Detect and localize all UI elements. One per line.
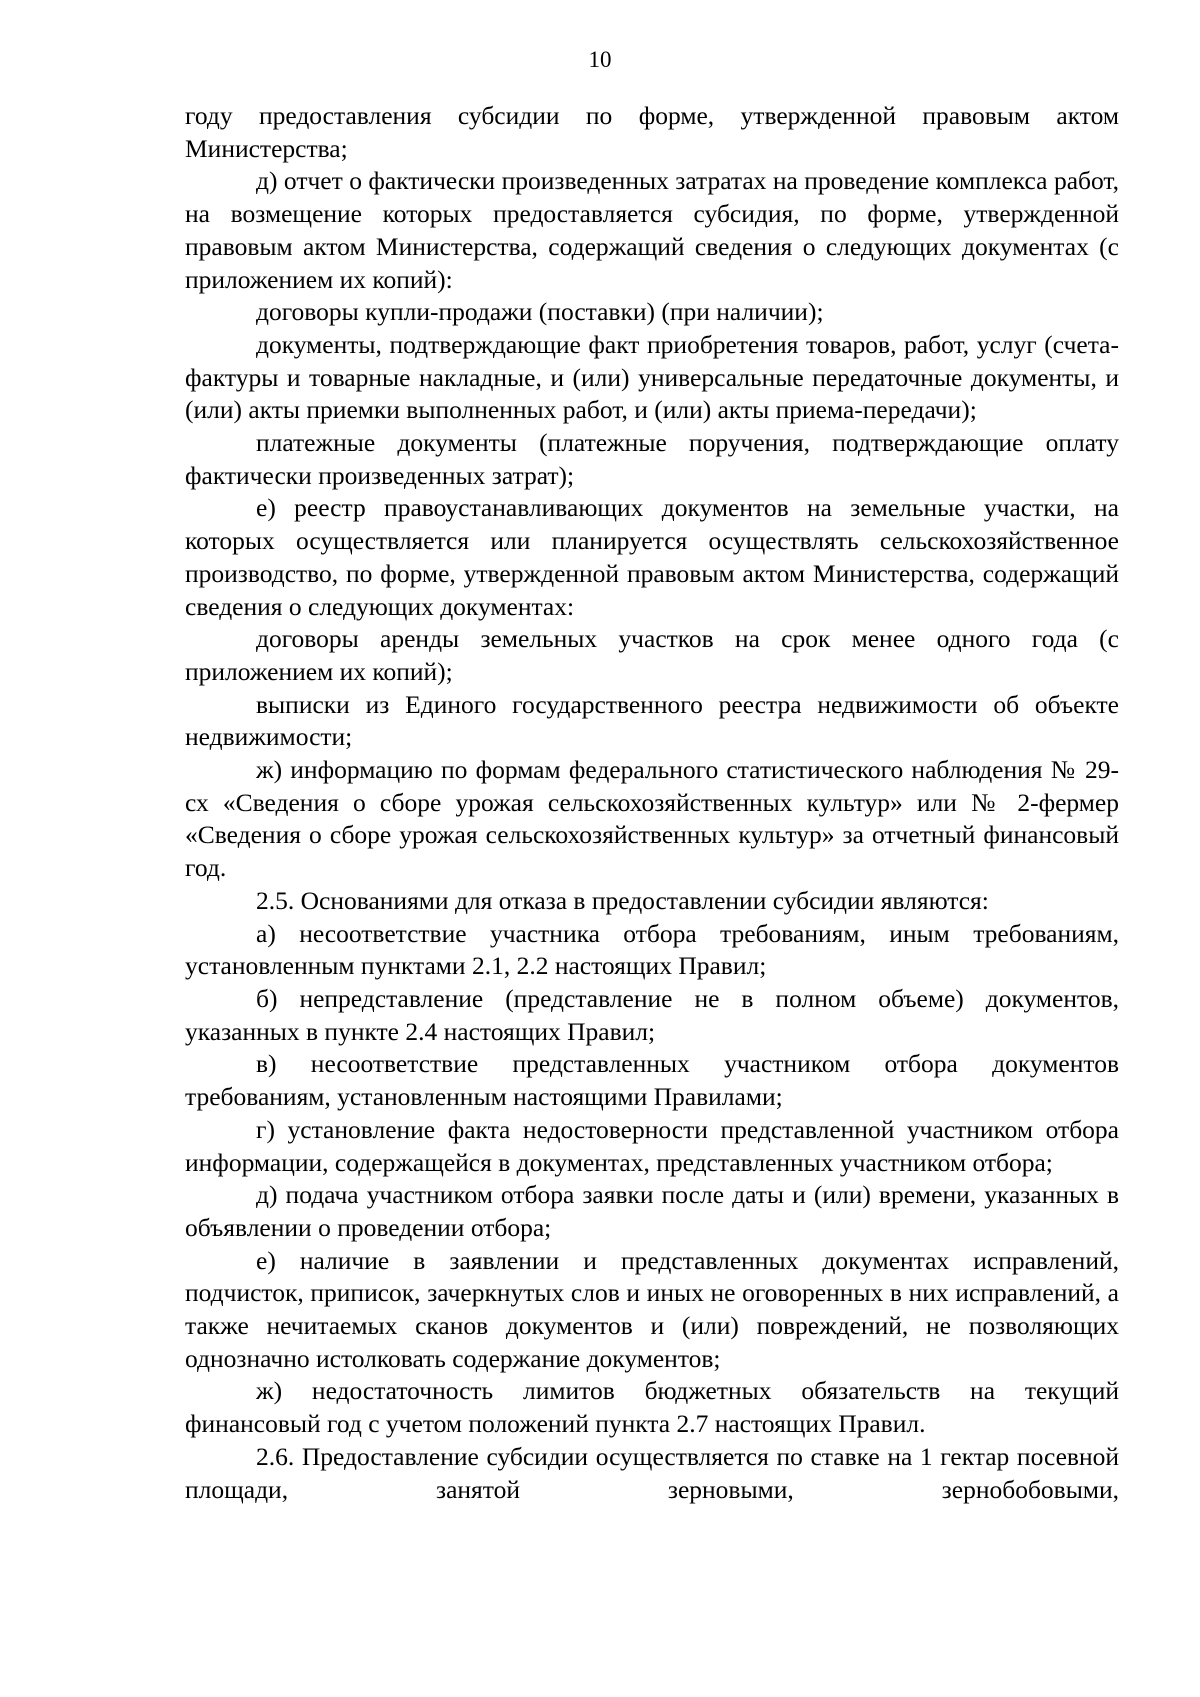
- paragraph-payment-documents: платежные документы (платежные поручения, подтверждающие оплату фактически произведенных затрат);: [185, 428, 1119, 490]
- paragraph-refusal-a: а) несоответствие участника отбора требованиям, иным требованиям, установленным пунктами 2.1, 2.2 настоящих Правил;: [185, 918, 1119, 981]
- paragraph-registry-extracts: выписки из Единого государственного реестра недвижимости об объекте недвижимости;: [185, 689, 1119, 752]
- paragraph-refusal-zh: ж) недостаточность лимитов бюджетных обязательств на текущий финансовый год с учетом положений пункта 2.7 настоящих Правил.: [185, 1376, 1119, 1439]
- paragraph-refusal-d: д) подача участником отбора заявки после даты и (или) времени, указанных в объявлении о проведении отбора;: [185, 1180, 1119, 1242]
- paragraph-refusal-g: г) установление факта недостоверности представленной участником отбора информации, содержащейся в документах, представленных участником отбора;: [185, 1114, 1119, 1177]
- document-body: [185, 100, 1119, 1506]
- paragraph-section-2-5: 2.5. Основаниями для отказа в предоставлении субсидии являются:: [256, 885, 989, 915]
- paragraph-section-2-6: 2.6. Предоставление субсидии осуществляется по ставке на 1 гектар посевной площади, занятой зерновыми, зернобобовыми,: [185, 1441, 1119, 1504]
- paragraph-item-zh-statistics: ж) информацию по формам федерального статистического наблюдения № 29-сх «Сведения о сборе урожая сельскохозяйственных культур» или № 2-фермер «Сведения о сборе урожая сельскохозяйственных культур» за отчетный финансовый год.: [185, 755, 1119, 883]
- paragraph-item-e-land-registry: е) реестр правоустанавливающих документов на земельные участки, на которых осуществляется или планируется осуществлять сельскохозяйственное производство, по форме, утвержденной правовым актом Министерства, содержащий сведения о следующих документах:: [185, 493, 1119, 621]
- paragraph-lease-contracts: договоры аренды земельных участков на срок менее одного года (с приложением их копий);: [185, 624, 1119, 686]
- paragraph-refusal-e: е) наличие в заявлении и представленных документах исправлений, подчисток, приписок, зачеркнутых слов и иных не оговоренных в них исправлений, а также нечитаемых сканов документов и (или) повреждений, не позволяющих однозначно истолковать содержание документов;: [185, 1245, 1119, 1373]
- paragraph-purchase-contracts: договоры купли-продажи (поставки) (при наличии);: [256, 297, 824, 327]
- paragraph-refusal-v: в) несоответствие представленных участником отбора документов требованиям, установленным настоящими Правилами;: [185, 1049, 1119, 1112]
- paragraph-continuation: году предоставления субсидии по форме, утвержденной правовым актом Министерства;: [185, 101, 1119, 163]
- paragraph-confirming-documents: документы, подтверждающие факт приобретения товаров, работ, услуг (счета-фактуры и товарные накладные, и (или) универсальные передаточные документы, и (или) акты приемки выполненных работ, и (или) акты приема-передачи);: [185, 329, 1119, 425]
- paragraph-refusal-b: б) непредставление (представление не в полном объеме) документов, указанных в пункте 2.4 настоящих Правил;: [185, 983, 1119, 1046]
- page-number: 10: [588, 47, 612, 72]
- paragraph-item-d-report: д) отчет о фактически произведенных затратах на проведение комплекса работ, на возмещение которых предоставляется субсидия, по форме, утвержденной правовым актом Министерства, содержащий сведения о следующих документах (с приложением их копий):: [185, 166, 1119, 294]
